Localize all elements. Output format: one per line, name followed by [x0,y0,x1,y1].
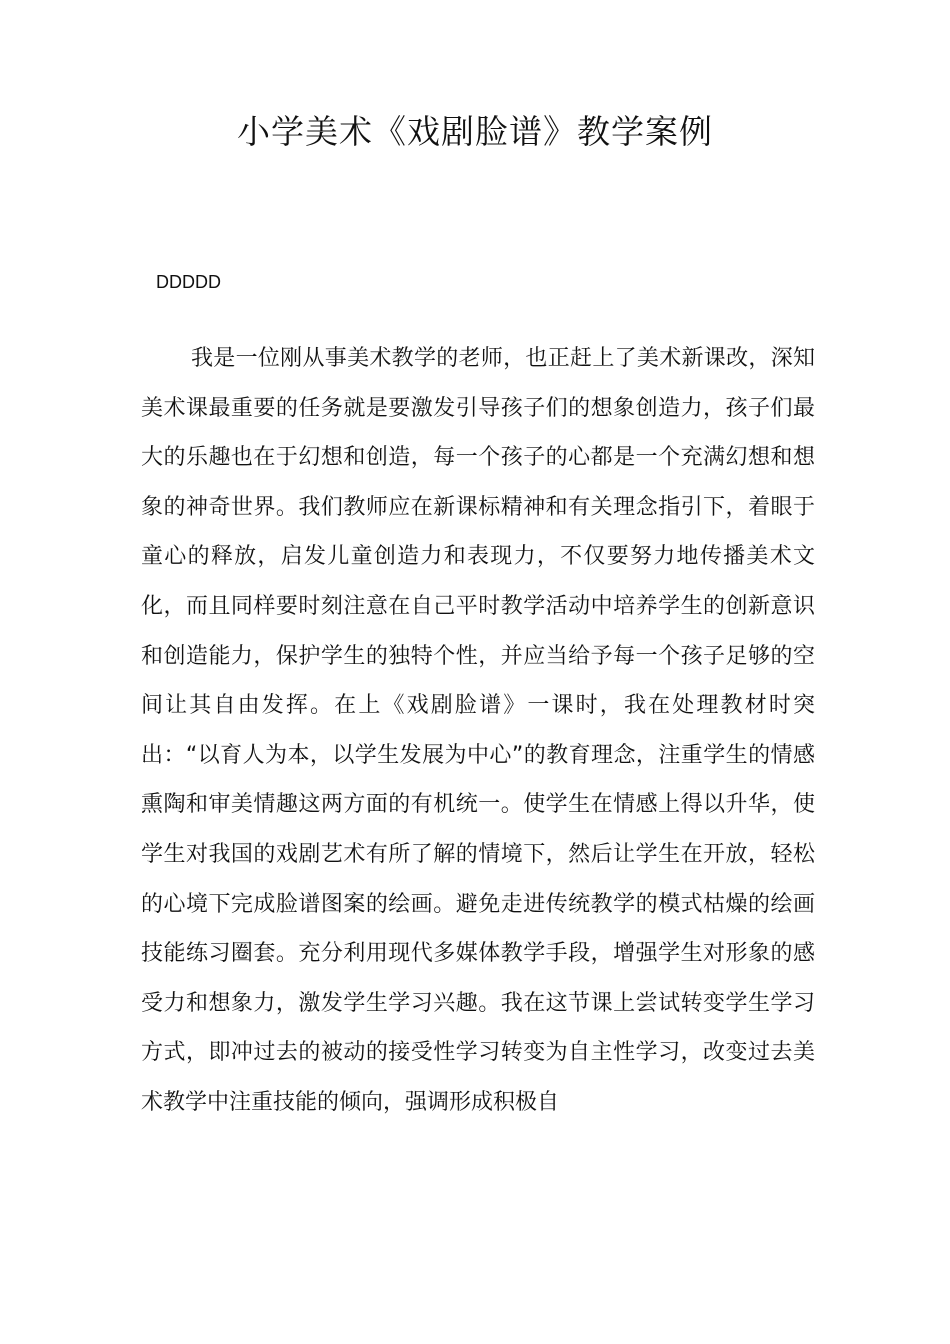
author-name: DDDDD [156,272,221,292]
body-paragraph: 我是一位刚从事美术教学的老师，也正赶上了美术新课改，深知美术课最重要的任务就是要激发引导孩子们的想象创造力，孩子们最大的乐趣也在于幻想和创造，每一个孩子的心都是一个充满幻想和想象的神奇世界。我们教师应在新课标精神和有关理念指引下，着眼于童心的释放，启发儿童创造力和表现力，不仅要努力地传播美术文化，而且同样要时刻注意在自己平时教学活动中培养学生的创新意识和创造能力，保护学生的独特个性，并应当给予每一个孩子足够的空间让其自由发挥。在上《戏剧脸谱》一课时，我在处理教材时突出：“以育人为本，以学生发展为中心”的教育理念，注重学生的情感熏陶和审美情趣这两方面的有机统一。使学生在情感上得以升华，使学生对我国的戏剧艺术有所了解的情境下，然后让学生在开放，轻松的心境下完成脸谱图案的绘画。避免走进传统教学的模式枯燥的绘画技能练习圈套。充分利用现代多媒体教学手段，增强学生对形象的感受力和想象力，激发学生学习兴趣。我在这节课上尝试转变学生学习方式，即冲过去的被动的接受性学习转变为自主性学习，改变过去美术教学中注重技能的倾向，强调形成积极自 [141,346,815,1115]
document-title: 小学美术《戏剧脸谱》教学案例 [237,112,713,151]
